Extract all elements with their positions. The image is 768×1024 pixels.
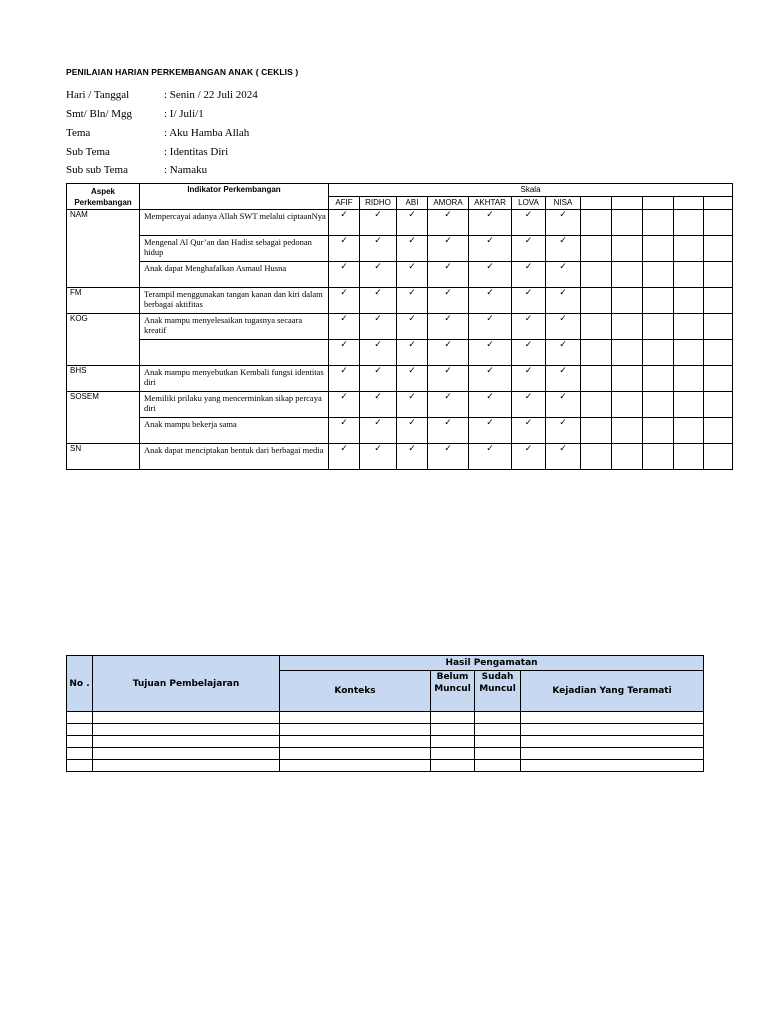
empty-cell[interactable] (612, 210, 643, 236)
check-mark-icon[interactable]: ✓ (469, 210, 512, 236)
cell[interactable] (521, 724, 704, 736)
empty-cell[interactable] (674, 288, 704, 314)
cell[interactable] (67, 748, 93, 760)
table-row (67, 748, 704, 760)
empty-cell[interactable] (612, 392, 643, 418)
header-belum: Belum Muncul (431, 671, 475, 712)
cell[interactable] (280, 760, 431, 772)
empty-cell[interactable] (704, 392, 733, 418)
cell[interactable] (431, 712, 475, 724)
empty-cell[interactable] (581, 288, 612, 314)
empty-cell[interactable] (674, 418, 704, 444)
check-mark-icon[interactable]: ✓ (428, 392, 469, 418)
empty-cell[interactable] (581, 392, 612, 418)
check-mark-icon[interactable]: ✓ (512, 236, 546, 262)
empty-cell[interactable] (643, 262, 674, 288)
empty-cell[interactable] (674, 340, 704, 366)
check-mark-icon[interactable]: ✓ (428, 210, 469, 236)
empty-cell[interactable] (674, 236, 704, 262)
cell[interactable] (93, 748, 280, 760)
check-mark-icon[interactable]: ✓ (512, 444, 546, 470)
info-value: : Namaku (164, 164, 208, 176)
check-mark-icon[interactable]: ✓ (428, 288, 469, 314)
empty-col (674, 197, 704, 210)
check-mark-icon[interactable]: ✓ (397, 210, 428, 236)
check-mark-icon[interactable]: ✓ (428, 236, 469, 262)
cell[interactable] (67, 736, 93, 748)
check-mark-icon[interactable]: ✓ (469, 392, 512, 418)
cell[interactable] (475, 736, 521, 748)
info-label: Tema (66, 127, 91, 139)
header-no: No . (67, 656, 93, 712)
check-mark-icon[interactable]: ✓ (397, 418, 428, 444)
empty-cell[interactable] (612, 262, 643, 288)
check-mark-icon[interactable]: ✓ (512, 210, 546, 236)
check-mark-icon[interactable]: ✓ (546, 340, 581, 366)
cell[interactable] (93, 712, 280, 724)
cell[interactable] (280, 748, 431, 760)
check-mark-icon[interactable]: ✓ (329, 366, 360, 392)
check-mark-icon[interactable]: ✓ (512, 418, 546, 444)
cell[interactable] (67, 712, 93, 724)
page-title: PENILAIAN HARIAN PERKEMBANGAN ANAK ( CEKLIS ) (66, 67, 299, 77)
cell[interactable] (475, 712, 521, 724)
empty-cell[interactable] (704, 288, 733, 314)
empty-cell[interactable] (704, 236, 733, 262)
empty-cell[interactable] (704, 262, 733, 288)
cell[interactable] (521, 736, 704, 748)
check-mark-icon[interactable]: ✓ (360, 418, 397, 444)
aspek-cell: BHS (67, 366, 140, 392)
aspek-cell: KOG (67, 314, 140, 340)
info-label: Sub Tema (66, 146, 110, 158)
check-mark-icon[interactable]: ✓ (469, 236, 512, 262)
check-mark-icon[interactable]: ✓ (546, 288, 581, 314)
observation-table (66, 655, 704, 772)
empty-cell[interactable] (674, 392, 704, 418)
empty-cell[interactable] (643, 444, 674, 470)
check-mark-icon[interactable]: ✓ (329, 444, 360, 470)
check-mark-icon[interactable]: ✓ (428, 262, 469, 288)
empty-cell[interactable] (612, 418, 643, 444)
check-mark-icon[interactable]: ✓ (469, 366, 512, 392)
check-mark-icon[interactable]: ✓ (329, 340, 360, 366)
check-mark-icon[interactable]: ✓ (512, 262, 546, 288)
check-mark-icon[interactable]: ✓ (546, 210, 581, 236)
header-kejadian: Kejadian Yang Teramati (521, 671, 704, 712)
empty-col (643, 197, 674, 210)
check-mark-icon[interactable]: ✓ (329, 262, 360, 288)
check-mark-icon[interactable]: ✓ (428, 366, 469, 392)
aspek-cell: FM (67, 288, 140, 314)
table-row (67, 418, 733, 444)
cell[interactable] (93, 736, 280, 748)
table-row (67, 262, 733, 288)
aspek-cell (67, 418, 140, 444)
header-tujuan: Tujuan Pembelajaran (93, 656, 280, 712)
table-row (67, 736, 704, 748)
info-value: : Senin / 22 Juli 2024 (164, 89, 258, 101)
check-mark-icon[interactable]: ✓ (360, 340, 397, 366)
empty-cell[interactable] (674, 314, 704, 340)
empty-cell[interactable] (674, 210, 704, 236)
cell[interactable] (521, 712, 704, 724)
check-mark-icon[interactable]: ✓ (360, 392, 397, 418)
check-mark-icon[interactable]: ✓ (397, 314, 428, 340)
header-sudah: Sudah Muncul (475, 671, 521, 712)
check-mark-icon[interactable]: ✓ (546, 444, 581, 470)
cell[interactable] (521, 748, 704, 760)
check-mark-icon[interactable]: ✓ (546, 262, 581, 288)
empty-cell[interactable] (643, 340, 674, 366)
check-mark-icon[interactable]: ✓ (512, 314, 546, 340)
indikator-cell (140, 340, 329, 366)
empty-cell[interactable] (612, 340, 643, 366)
aspek-cell: SN (67, 444, 140, 470)
table-row (67, 340, 733, 366)
student-name: AKHTAR (469, 197, 512, 210)
empty-cell[interactable] (581, 210, 612, 236)
info-value: : I/ Juli/1 (164, 108, 204, 120)
indikator-cell: Anak mampu menyelesaikan tugasnya secaara kreatif (140, 314, 329, 340)
empty-col (581, 197, 612, 210)
check-mark-icon[interactable]: ✓ (546, 314, 581, 340)
empty-cell[interactable] (581, 418, 612, 444)
student-name: AMORA (428, 197, 469, 210)
empty-cell[interactable] (704, 418, 733, 444)
empty-cell[interactable] (643, 366, 674, 392)
check-mark-icon[interactable]: ✓ (512, 366, 546, 392)
empty-cell[interactable] (612, 314, 643, 340)
empty-cell[interactable] (643, 236, 674, 262)
table-row (67, 712, 704, 724)
empty-col (612, 197, 643, 210)
table-row (67, 236, 733, 262)
table-row (67, 724, 704, 736)
empty-cell[interactable] (704, 314, 733, 340)
empty-cell[interactable] (581, 366, 612, 392)
cell[interactable] (67, 724, 93, 736)
check-mark-icon[interactable]: ✓ (469, 262, 512, 288)
check-mark-icon[interactable]: ✓ (428, 418, 469, 444)
check-mark-icon[interactable]: ✓ (428, 340, 469, 366)
table-row (67, 314, 733, 340)
check-mark-icon[interactable]: ✓ (329, 392, 360, 418)
indikator-cell: Terampil menggunakan tangan kanan dan kiri dalam berbagai aktifitas (140, 288, 329, 314)
empty-col (704, 197, 733, 210)
aspek-cell: SOSEM (67, 392, 140, 418)
check-mark-icon[interactable]: ✓ (428, 314, 469, 340)
check-mark-icon[interactable]: ✓ (360, 314, 397, 340)
empty-cell[interactable] (643, 314, 674, 340)
aspek-cell (67, 262, 140, 288)
cell[interactable] (475, 724, 521, 736)
check-mark-icon[interactable]: ✓ (397, 392, 428, 418)
indikator-cell: Memiliki prilaku yang mencerminkan sikap percaya diri (140, 392, 329, 418)
check-mark-icon[interactable]: ✓ (397, 236, 428, 262)
indikator-cell: Anak dapat menciptakan bentuk dari berbagai media (140, 444, 329, 470)
info-label: Sub sub Tema (66, 164, 128, 176)
cell[interactable] (93, 760, 280, 772)
check-mark-icon[interactable]: ✓ (546, 236, 581, 262)
check-mark-icon[interactable]: ✓ (469, 418, 512, 444)
empty-cell[interactable] (581, 236, 612, 262)
empty-cell[interactable] (643, 392, 674, 418)
indikator-cell: Mengenal Al Qur’an dan Hadist sebagai pedonan hidup (140, 236, 329, 262)
check-mark-icon[interactable]: ✓ (397, 340, 428, 366)
student-name: AFIF (329, 197, 360, 210)
empty-cell[interactable] (612, 288, 643, 314)
cell[interactable] (431, 724, 475, 736)
cell[interactable] (280, 736, 431, 748)
check-mark-icon[interactable]: ✓ (360, 444, 397, 470)
aspek-cell: NAM (67, 210, 140, 236)
empty-cell[interactable] (643, 210, 674, 236)
cell[interactable] (280, 712, 431, 724)
cell[interactable] (475, 748, 521, 760)
table-row (67, 392, 733, 418)
student-name: ABI (397, 197, 428, 210)
empty-cell[interactable] (704, 340, 733, 366)
check-mark-icon[interactable]: ✓ (360, 288, 397, 314)
indikator-cell: Mempercayai adanya Allah SWT melalui ciptaanNya (140, 210, 329, 236)
check-mark-icon[interactable]: ✓ (329, 314, 360, 340)
header-skala: Skala (329, 184, 733, 197)
cell[interactable] (475, 760, 521, 772)
check-mark-icon[interactable]: ✓ (329, 288, 360, 314)
empty-cell[interactable] (612, 366, 643, 392)
header-konteks: Konteks (280, 671, 431, 712)
header-hasil: Hasil Pengamatan (280, 656, 704, 671)
table-row (67, 444, 733, 470)
table-row (67, 210, 733, 236)
table-row (67, 288, 733, 314)
check-mark-icon[interactable]: ✓ (428, 444, 469, 470)
table-row (67, 760, 704, 772)
empty-cell[interactable] (581, 314, 612, 340)
empty-cell[interactable] (704, 444, 733, 470)
check-mark-icon[interactable]: ✓ (546, 366, 581, 392)
indikator-cell: Anak mampu menyebutkan Kembali fungsi identitas diri (140, 366, 329, 392)
check-mark-icon[interactable]: ✓ (397, 288, 428, 314)
indikator-cell: Anak mampu bekerja sama (140, 418, 329, 444)
aspek-cell (67, 340, 140, 366)
ceklis-table (66, 183, 733, 470)
empty-cell[interactable] (612, 236, 643, 262)
check-mark-icon[interactable]: ✓ (512, 392, 546, 418)
check-mark-icon[interactable]: ✓ (360, 366, 397, 392)
header-indikator: Indikator Perkembangan (140, 184, 329, 210)
table-row (67, 366, 733, 392)
check-mark-icon[interactable]: ✓ (469, 288, 512, 314)
check-mark-icon[interactable]: ✓ (397, 444, 428, 470)
cell[interactable] (431, 748, 475, 760)
check-mark-icon[interactable]: ✓ (469, 314, 512, 340)
empty-cell[interactable] (643, 418, 674, 444)
empty-cell[interactable] (674, 444, 704, 470)
empty-cell[interactable] (674, 366, 704, 392)
empty-cell[interactable] (674, 262, 704, 288)
check-mark-icon[interactable]: ✓ (360, 262, 397, 288)
cell[interactable] (93, 724, 280, 736)
check-mark-icon[interactable]: ✓ (469, 340, 512, 366)
empty-cell[interactable] (581, 262, 612, 288)
empty-cell[interactable] (612, 444, 643, 470)
student-name: RIDHO (360, 197, 397, 210)
check-mark-icon[interactable]: ✓ (512, 340, 546, 366)
check-mark-icon[interactable]: ✓ (546, 418, 581, 444)
empty-cell[interactable] (643, 288, 674, 314)
check-mark-icon[interactable]: ✓ (397, 366, 428, 392)
check-mark-icon[interactable]: ✓ (329, 418, 360, 444)
info-label: Smt/ Bln/ Mgg (66, 108, 133, 120)
check-mark-icon[interactable]: ✓ (360, 210, 397, 236)
check-mark-icon[interactable]: ✓ (360, 236, 397, 262)
student-name: LOVA (512, 197, 546, 210)
header-aspek: Aspek Perkembangan (67, 184, 140, 210)
check-mark-icon[interactable]: ✓ (397, 262, 428, 288)
check-mark-icon[interactable]: ✓ (512, 288, 546, 314)
aspek-cell (67, 236, 140, 262)
indikator-cell: Anak dapat Menghafalkan Asmaul Husna (140, 262, 329, 288)
cell[interactable] (280, 724, 431, 736)
info-label: Hari / Tanggal (66, 89, 130, 101)
empty-cell[interactable] (704, 210, 733, 236)
cell[interactable] (431, 760, 475, 772)
check-mark-icon[interactable]: ✓ (329, 210, 360, 236)
cell[interactable] (521, 760, 704, 772)
info-value: : Identitas Diri (164, 146, 229, 158)
check-mark-icon[interactable]: ✓ (329, 236, 360, 262)
check-mark-icon[interactable]: ✓ (469, 444, 512, 470)
empty-cell[interactable] (704, 366, 733, 392)
info-value: : Aku Hamba Allah (164, 127, 250, 139)
cell[interactable] (67, 760, 93, 772)
check-mark-icon[interactable]: ✓ (546, 392, 581, 418)
student-name: NISA (546, 197, 581, 210)
empty-cell[interactable] (581, 340, 612, 366)
empty-cell[interactable] (581, 444, 612, 470)
cell[interactable] (431, 736, 475, 748)
